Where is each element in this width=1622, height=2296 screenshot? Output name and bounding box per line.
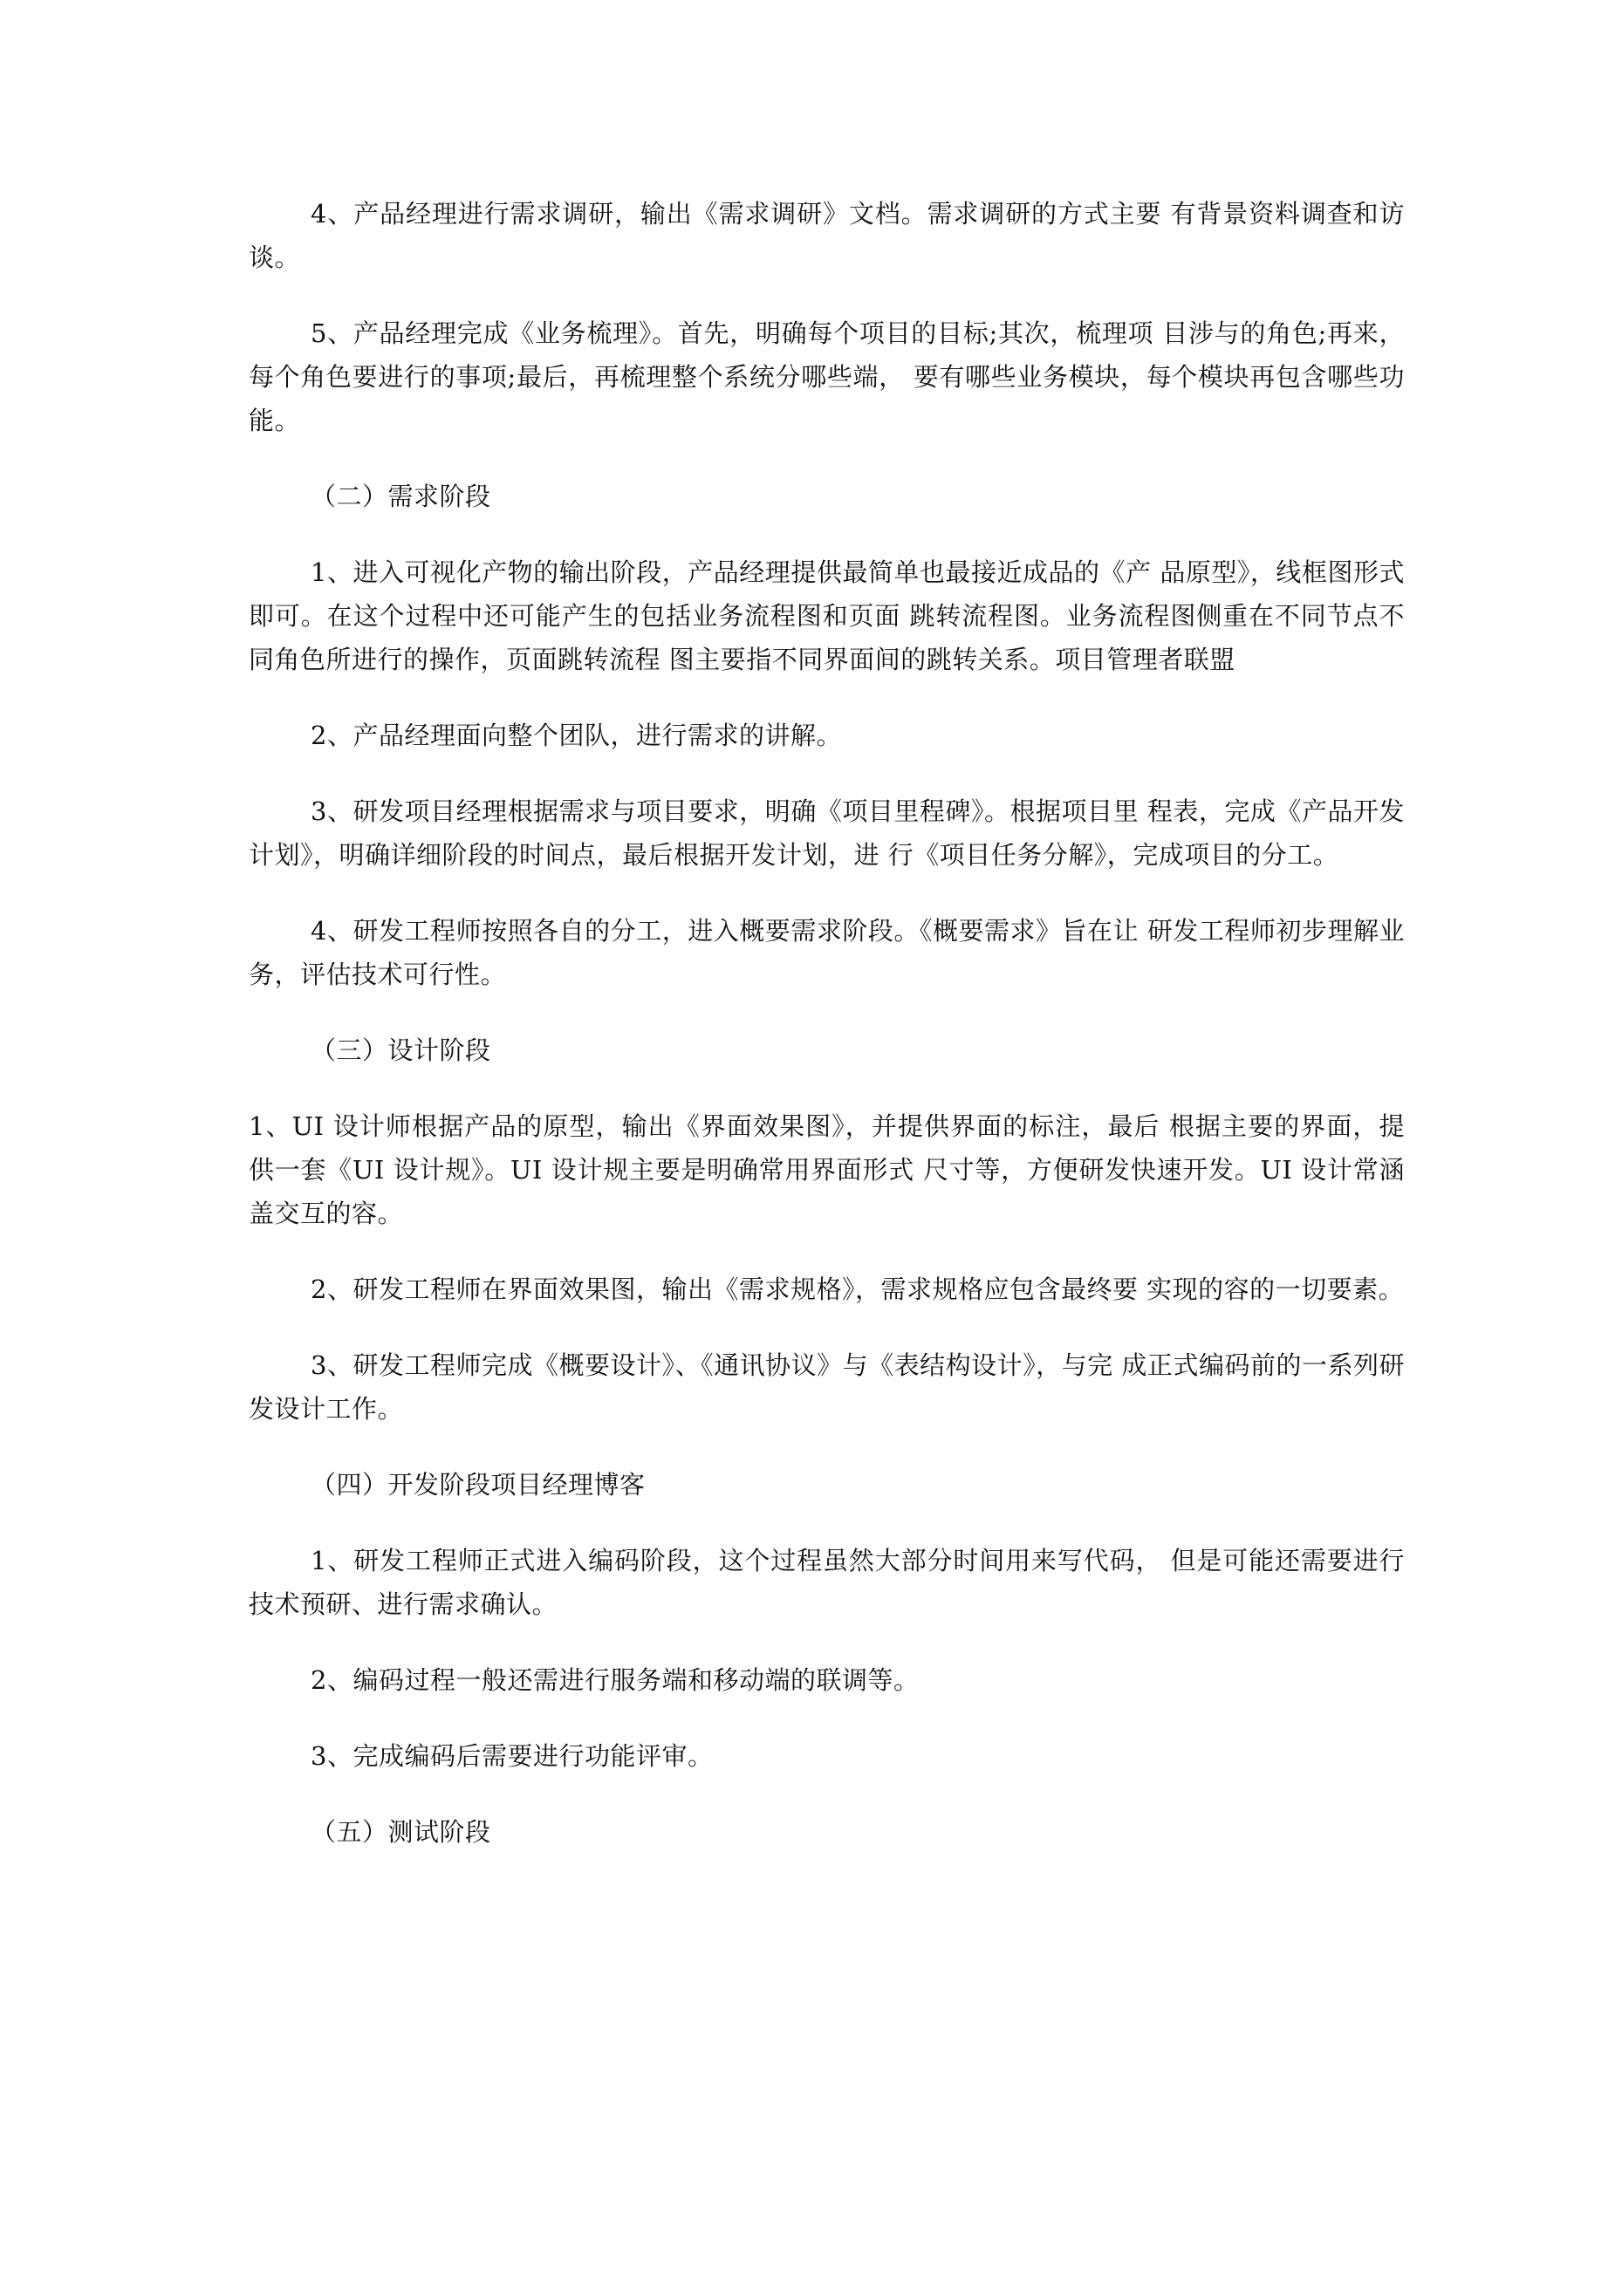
paragraph-review: 3、完成编码后需要进行功能评审。 [311,1741,714,1771]
document-body [249,192,1405,1886]
section-heading-design: （三）设计阶段 [311,1035,491,1065]
paragraph-research: 4、产品经理进行需求调研，输出《需求调研》文档。需求调研的方式主要 有背景资料调查和访谈。 [249,199,1405,272]
paragraph-ui-design: 1、UI 设计师根据产品的原型，输出《界面效果图》，并提供界面的标注，最后 根据主要的界面，提供一套《UI 设计规》。UI 设计规主要是明确常用界面形式 尺寸等，方便研发快速开发。UI 设计常涵盖交互的容。 [249,1111,1405,1228]
paragraph-explain-requirements: 2、产品经理面向整个团队，进行需求的讲解。 [311,721,842,750]
paragraph-outline-design: 3、研发工程师完成《概要设计》、《通讯协议》与《表结构设计》，与完 成正式编码前的一系列研发设计工作。 [249,1350,1405,1424]
paragraph-coding: 1、研发工程师正式进入编码阶段，这个过程虽然大部分时间用来写代码， 但是可能还需要进行技术预研、进行需求确认。 [249,1546,1405,1619]
paragraph-requirement-spec: 2、研发工程师在界面效果图，输出《需求规格》，需求规格应包含最终要 实现的容的一切要素。 [311,1274,1405,1304]
paragraph-prototype: 1、进入可视化产物的输出阶段，产品经理提供最简单也最接近成品的《产 品原型》，线框图形式即可。在这个过程中还可能产生的包括业务流程图和页面 跳转流程图。业务流程图侧重在不同节点不同角色所进行的操作，页面跳转流程 图主要指不同界面间的跳转关系。项目管理者联盟 [249,557,1405,674]
section-heading-testing: （五）测试阶段 [311,1817,491,1847]
paragraph-milestones: 3、研发项目经理根据需求与项目要求，明确《项目里程碑》。根据项目里 程表，完成《产品开发计划》，明确详细阶段的时间点，最后根据开发计划，进 行《项目任务分解》，完成项目的分工。 [249,796,1405,870]
paragraph-integration: 2、编码过程一般还需进行服务端和移动端的联调等。 [311,1665,920,1695]
section-heading-development: （四）开发阶段项目经理博客 [311,1470,646,1500]
paragraph-outline-requirements: 4、研发工程师按照各自的分工，进入概要需求阶段。《概要需求》旨在让 研发工程师初步理解业务，评估技术可行性。 [249,916,1405,989]
section-heading-requirements: （二）需求阶段 [311,482,491,511]
paragraph-business-review: 5、产品经理完成《业务梳理》。首先，明确每个项目的目标;其次，梳理项 目涉与的角色;再来，每个角色要进行的事项;最后，再梳理整个系统分哪些端， 要有哪些业务模块，每个模块再包含哪些功能。 [249,318,1405,435]
